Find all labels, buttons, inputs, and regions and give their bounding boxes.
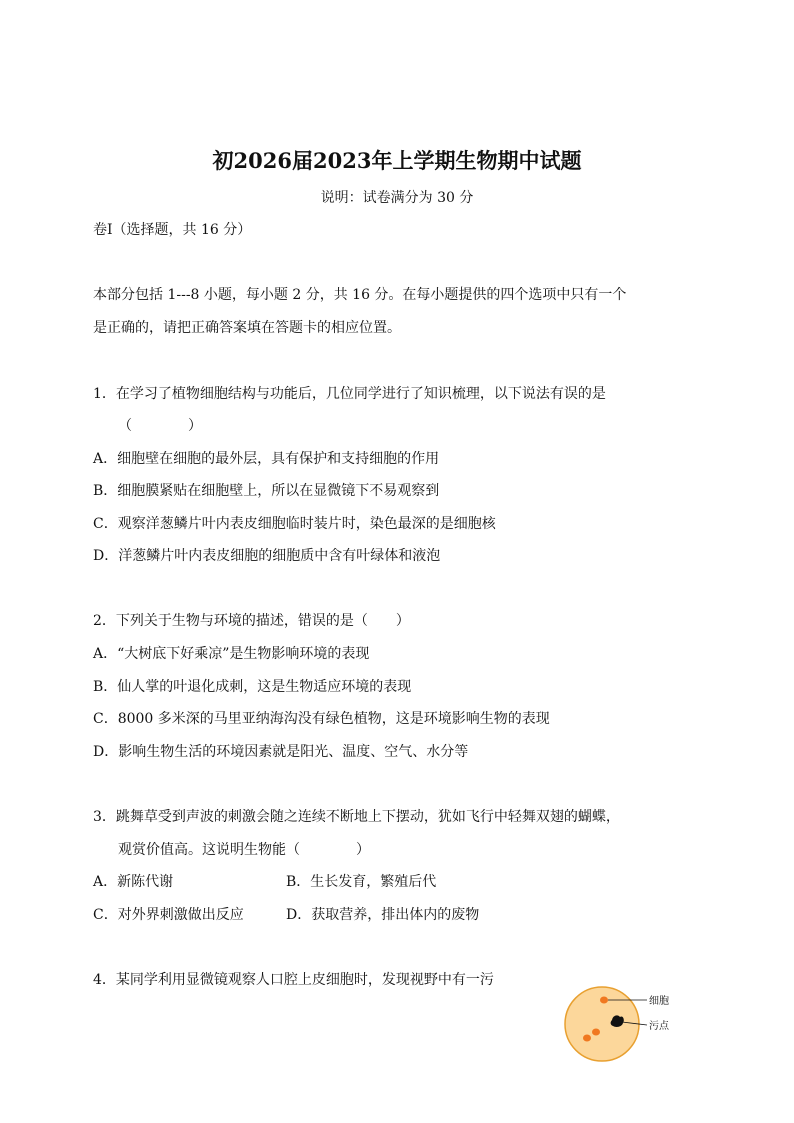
section-heading: 卷Ⅰ（选择题，共 16 分） (93, 222, 252, 238)
instructions-line-2: 是正确的，请把正确答案填在答题卡的相应位置。 (93, 320, 401, 336)
question-1-option-a: A．细胞壁在细胞的最外层，具有保护和支持细胞的作用 (93, 451, 440, 467)
question-2-option-b: B．仙人掌的叶退化成刺，这是生物适应环境的表现 (93, 679, 412, 695)
cell-top (600, 997, 608, 1004)
question-4-stem: 4．某同学利用显微镜观察人口腔上皮细胞时，发现视野中有一污 (93, 972, 494, 988)
page-title: 初2026届2023年上学期生物期中试题 (212, 148, 582, 173)
question-3-stem: 3．跳舞草受到声波的刺激会随之连续不断地上下摆动，犹如飞行中轻舞双翅的蝴蝶， (93, 809, 620, 825)
question-2-stem: 2．下列关于生物与环境的描述，错误的是（ ） (93, 613, 410, 629)
question-2-option-a: A．“大树底下好乘凉”是生物影响环境的表现 (93, 646, 370, 662)
spot-label: 污点 (649, 1021, 669, 1032)
question-3-option-c: C．对外界刺激做出反应 (93, 907, 244, 923)
cell-label: 细胞 (649, 996, 669, 1007)
question-1-option-b: B．细胞膜紧贴在细胞壁上，所以在显微镜下不易观察到 (93, 483, 440, 499)
question-2-option-d: D．影响生物生活的环境因素就是阳光、温度、空气、水分等 (93, 744, 469, 760)
question-3-option-b: B．生长发育，繁殖后代 (286, 874, 437, 890)
page-subtitle: 说明：试卷满分为 30 分 (320, 190, 474, 206)
cell-left-upper (592, 1029, 600, 1036)
cell-left-lower (583, 1035, 591, 1042)
question-1-stem: 1．在学习了植物细胞结构与功能后，几位同学进行了知识梳理，以下说法有误的是 (93, 386, 606, 402)
question-1-answer-blank: （ ） (118, 418, 202, 434)
instructions-line-1: 本部分包括 1---8 小题，每小题 2 分，共 16 分。在每小题提供的四个选项中只有一个 (93, 287, 627, 303)
question-3-stem-continued: 观赏价值高。这说明生物能（ ） (118, 842, 370, 858)
question-1-option-c: C．观察洋葱鳞片叶内表皮细胞临时装片时，染色最深的是细胞核 (93, 516, 496, 532)
question-1-option-d: D．洋葱鳞片叶内表皮细胞的细胞质中含有叶绿体和液泡 (93, 548, 441, 564)
question-2-option-c: C．8000 多米深的马里亚纳海沟没有绿色植物，这是环境影响生物的表现 (93, 711, 550, 727)
question-3-option-d: D．获取营养，排出体内的废物 (286, 907, 480, 923)
question-3-option-a: A．新陈代谢 (93, 874, 174, 890)
microscope-field-figure (562, 982, 682, 1066)
